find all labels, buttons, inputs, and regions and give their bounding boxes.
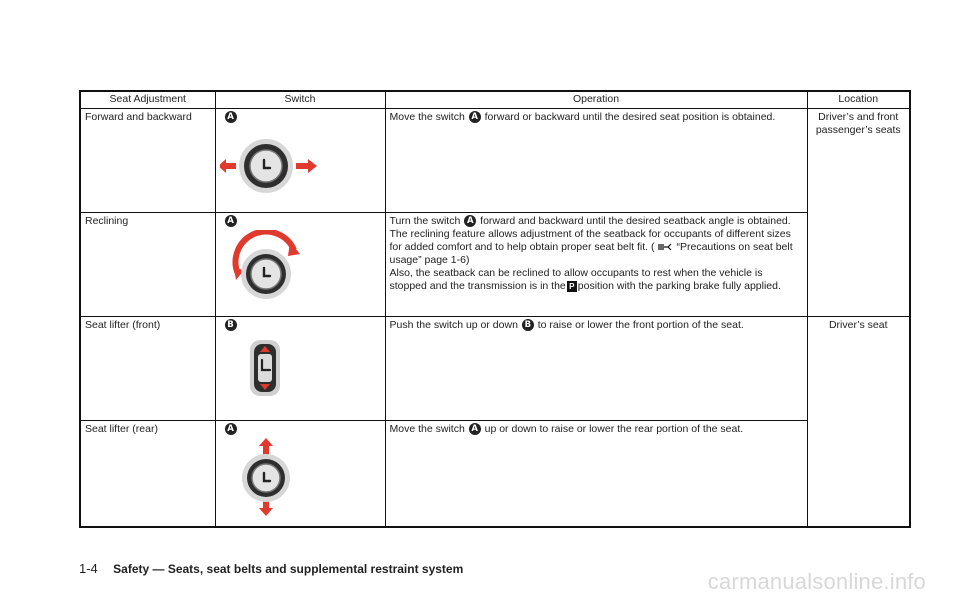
page-reference-hand-icon <box>657 242 675 252</box>
adjustment-cell: Seat lifter (rear) <box>80 421 215 527</box>
switch-ref-badge: A <box>469 111 481 123</box>
switch-cell <box>215 421 385 527</box>
adjustment-cell: Forward and backward <box>80 109 215 213</box>
operation-cell: Move the switch A forward or backward until the desired seat position is obtained. <box>385 109 807 213</box>
watermark: carmanualsonline.info <box>707 569 926 594</box>
page-number: 1-4 <box>79 561 98 576</box>
table-row <box>80 213 910 317</box>
switch-label-badge: A <box>225 111 237 123</box>
switch-ref-badge: A <box>469 423 481 435</box>
location-cell-2: Driver’s seat <box>807 317 910 527</box>
page-footer <box>79 561 463 576</box>
operation-cell: Move the switch A up or down to raise or lower the rear portion of the seat. <box>385 421 807 527</box>
switch-label-badge: A <box>225 215 237 227</box>
header-switch: Switch <box>215 91 385 109</box>
knob-reclining-icon <box>220 230 370 302</box>
operation-cell: Push the switch up or down B to raise or lower the front portion of the seat. <box>385 317 807 421</box>
switch-ref-badge: A <box>464 215 476 227</box>
table-header-row <box>80 91 910 109</box>
operation-cell: Turn the switch A forward and backward until the desired seatback angle is obtained. The reclining feature allows adjustment of the seatback for occupants of different sizes for added comfort and to help obtain proper seat belt fit. ( “Precautions on seat belt usage” page 1-6) Also, the seatback can be reclined to allow occupants to rest when the vehicle is stopped and the transmission is in the P position with the parking brake fully applied. <box>385 213 807 317</box>
table-row <box>80 109 910 213</box>
switch-ref-badge: B <box>522 319 534 331</box>
switch-label-badge: B <box>225 319 237 331</box>
table-row <box>80 317 910 421</box>
adjustment-cell: Reclining <box>80 213 215 317</box>
header-operation: Operation <box>385 91 807 109</box>
lifter-switch-icon <box>220 334 370 406</box>
table-row <box>80 421 910 527</box>
park-position-badge: P <box>567 281 577 292</box>
switch-cell <box>215 109 385 213</box>
adjustment-cell: Seat lifter (front) <box>80 317 215 421</box>
seat-adjustment-table <box>79 90 911 528</box>
switch-label-badge: A <box>225 423 237 435</box>
header-location: Location <box>807 91 910 109</box>
knob-forward-backward-icon <box>220 126 370 198</box>
switch-cell <box>215 317 385 421</box>
header-seat-adjustment: Seat Adjustment <box>80 91 215 109</box>
knob-up-down-icon <box>220 438 370 516</box>
switch-cell <box>215 213 385 317</box>
section-title: Safety — Seats, seat belts and supplemental restraint system <box>113 562 464 576</box>
location-cell-1: Driver’s and front passenger’s seats <box>807 109 910 317</box>
